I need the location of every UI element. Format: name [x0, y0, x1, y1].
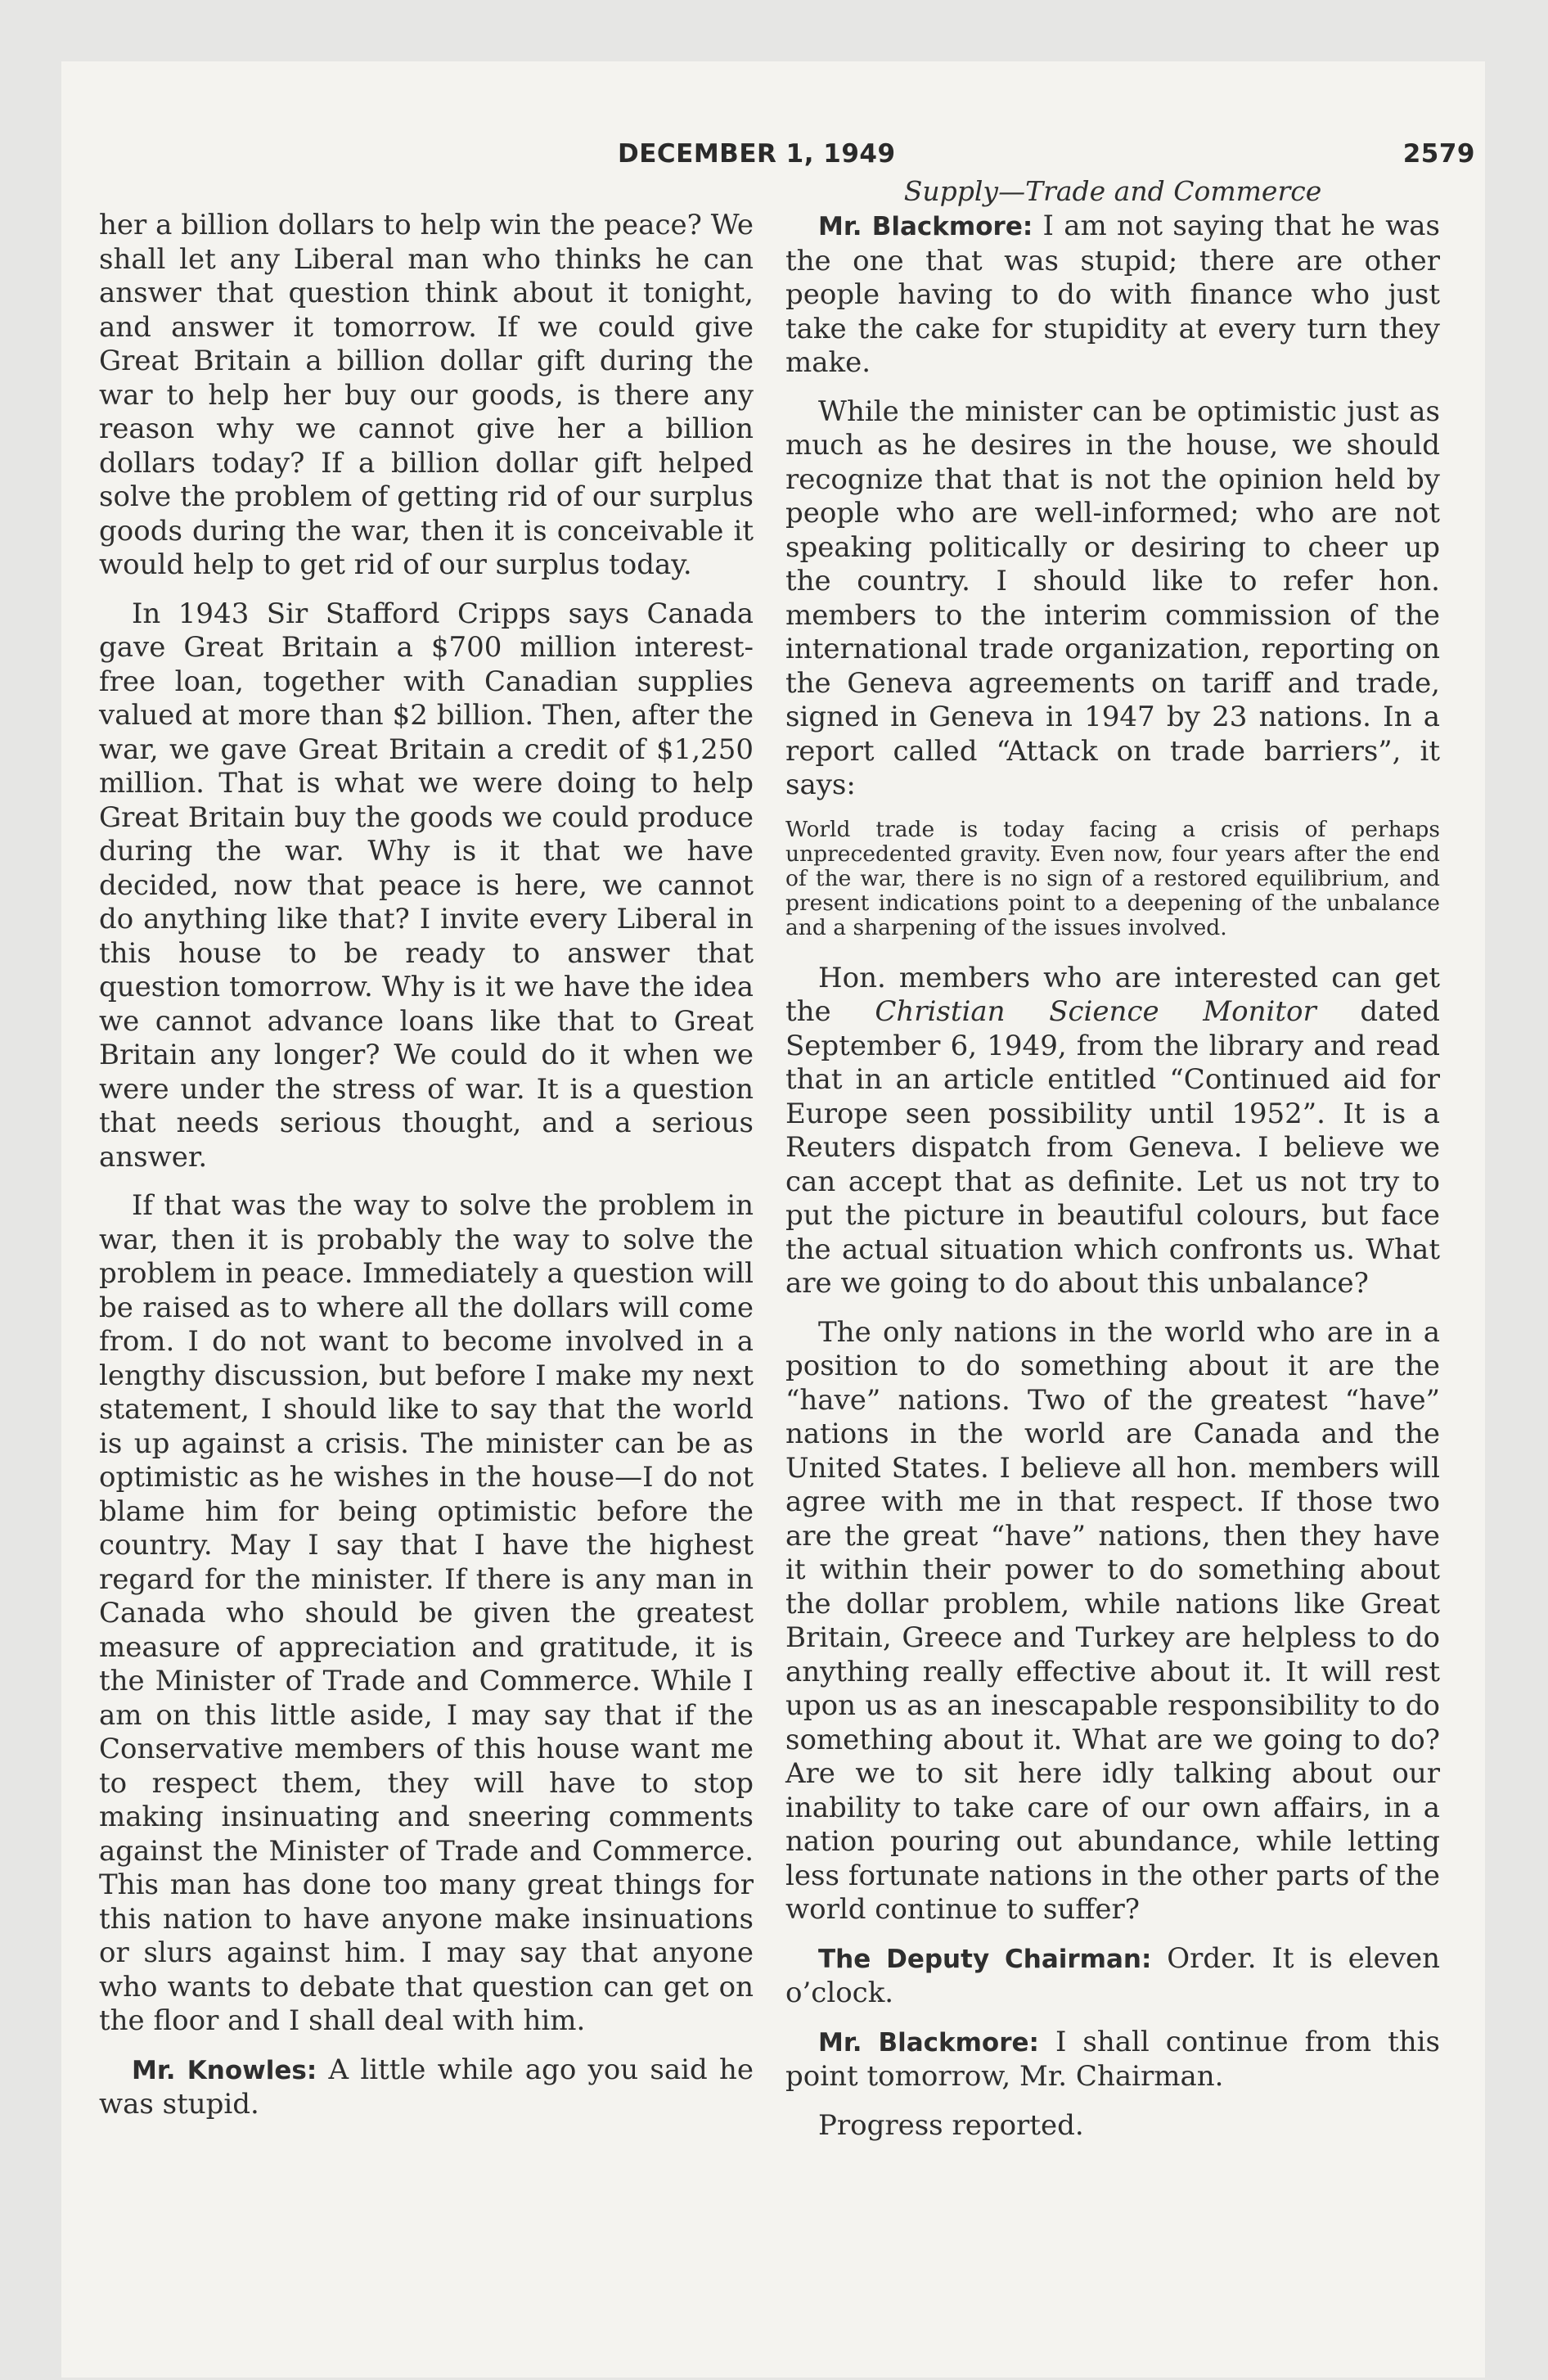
speech-text: I shall continue from this point tomorrow, Mr. Chairman.: [785, 2025, 1440, 2093]
running-head: Supply—Trade and Commerce: [903, 175, 1322, 207]
right-column: [785, 175, 1441, 2157]
paragraph-text: dated September 6, 1949, from the library and read that in an article entitled “Continued aid for Europe seen possibility until 1952”. It is a Reuters dispatch from Geneva. I believe we can accept that as definite. Let us not try to put the picture in beautiful colours, but face the actual situation which confronts us. What are we going to do about this unbalance?: [785, 995, 1440, 1300]
page: [61, 61, 1485, 2378]
speaker-name: The Deputy Chairman:: [818, 1944, 1152, 1974]
publication-title: Christian Science Monitor: [875, 995, 1316, 1028]
speaker-paragraph: [785, 2026, 1440, 2094]
left-column: [99, 209, 754, 2137]
paragraph: [785, 962, 1440, 1301]
speech-text: I am not saying that he was the one that was stupid; there are other people having to do with finance who just take the cake for stupidity at every turn they make.: [785, 210, 1441, 379]
paragraph: While the minister can be optimistic just as much as he desires in the house, we should recognize that that is not the opinion held by people who are well-informed; who are not speaking politically or desiring to cheer up the country. I should like to refer hon. members to the interim commission of the international trade organization, reporting on the Geneva agreements on tariff and trade, signed in Geneva in 1947 by 23 nations. In a report called “Attack on trade barriers”, it says:: [785, 394, 1440, 801]
speaker-name: Mr. Knowles:: [132, 2055, 317, 2085]
speaker-paragraph: [785, 1942, 1440, 2011]
speech-text: Order. It is eleven o’clock.: [785, 1941, 1440, 2009]
paragraph: The only nations in the world who are in a position to do something about it are the “have” nations. Two of the greatest “have” nations in the world are Canada and the United States. I believe all hon. members will agree with me in that respect. If those two are the great “have” nations, then they have it within their power to do something about the dollar problem, while nations like Great Britain, Greece and Turkey are helpless to do anything really effective about it. It will rest upon us as an inescapable responsibility to do something about it. What are we going to do? Are we to sit here idly talking about our inability to take care of our own affairs, in a nation pouring out abundance, while letting less fortunate nations in the other parts of the world continue to suffer?: [785, 1315, 1440, 1926]
paragraph: If that was the way to solve the problem in war, then it is probably the way to solve the problem in peace. Immediately a question will be raised as to where all the dollars will come from. I do not want to become involved in a lengthy discussion, but before I make my next statement, I should like to say that the world is up against a crisis. The minister can be as optimistic as he wishes in the house—I do not blame him for being optimistic before the country. May I say that I have the highest regard for the minister. If there is any man in Canada who should be given the greatest measure of appreciation and gratitude, it is the Minister of Trade and Commerce. While I am on this little aside, I may say that if the Conservative members of this house want me to respect them, they will have to stop making insinuating and sneering comments against the Minister of Trade and Commerce. This man has done too many great things for this nation to have anyone make insinuations or slurs against him. I may say that anyone who wants to debate that question can get on the floor and I shall deal with him.: [99, 1189, 754, 2037]
paragraph: her a billion dollars to help win the peace? We shall let any Liberal man who thinks he can answer that question think about it tonight, and answer it tomorrow. If we could give Great Britain a billion dollar gift during the war to help her buy our goods, is there any reason why we cannot give her a billion dollars today? If a billion dollar gift helped solve the problem of getting rid of our surplus goods during the war, then it is conceivable it would help to get rid of our surplus today.: [99, 209, 754, 581]
speech-text: A little while ago you said he was stupid.: [99, 2053, 754, 2121]
header-date: DECEMBER 1, 1949: [618, 139, 896, 169]
paragraph-text: Hon. members who are interested can get the: [785, 961, 1440, 1028]
speaker-paragraph: [785, 210, 1440, 381]
speaker-name: Mr. Blackmore:: [818, 2027, 1039, 2058]
paragraph: In 1943 Sir Stafford Cripps says Canada gave Great Britain a $700 million interest-free loan, together with Canadian supplies valued at more than $2 billion. Then, after the war, we gave Great Britain a credit of $1,250 million. That is what we were doing to help Great Britain buy the goods we could produce during the war. Why is it that we have decided, now that peace is here, we cannot do anything like that? I invite every Liberal in this house to be ready to answer that question tomorrow. Why is it we have the idea we cannot advance loans like that to Great Britain any longer? We could do it when we were under the stress of war. It is a question that needs serious thought, and a serious answer.: [99, 597, 754, 1174]
paragraph: Progress reported.: [818, 2108, 1084, 2142]
page-number: 2579: [1402, 139, 1475, 169]
block-quote: World trade is today facing a crisis of perhaps unprecedented gravity. Even now, four years after the end of the war, there is no sign of a restored equilibrium, and present indications point to a deepening of the unbalance and a sharpening of the issues involved.: [785, 816, 1440, 940]
speaker-name: Mr. Blackmore:: [818, 212, 1033, 241]
speaker-paragraph: [99, 2053, 754, 2122]
